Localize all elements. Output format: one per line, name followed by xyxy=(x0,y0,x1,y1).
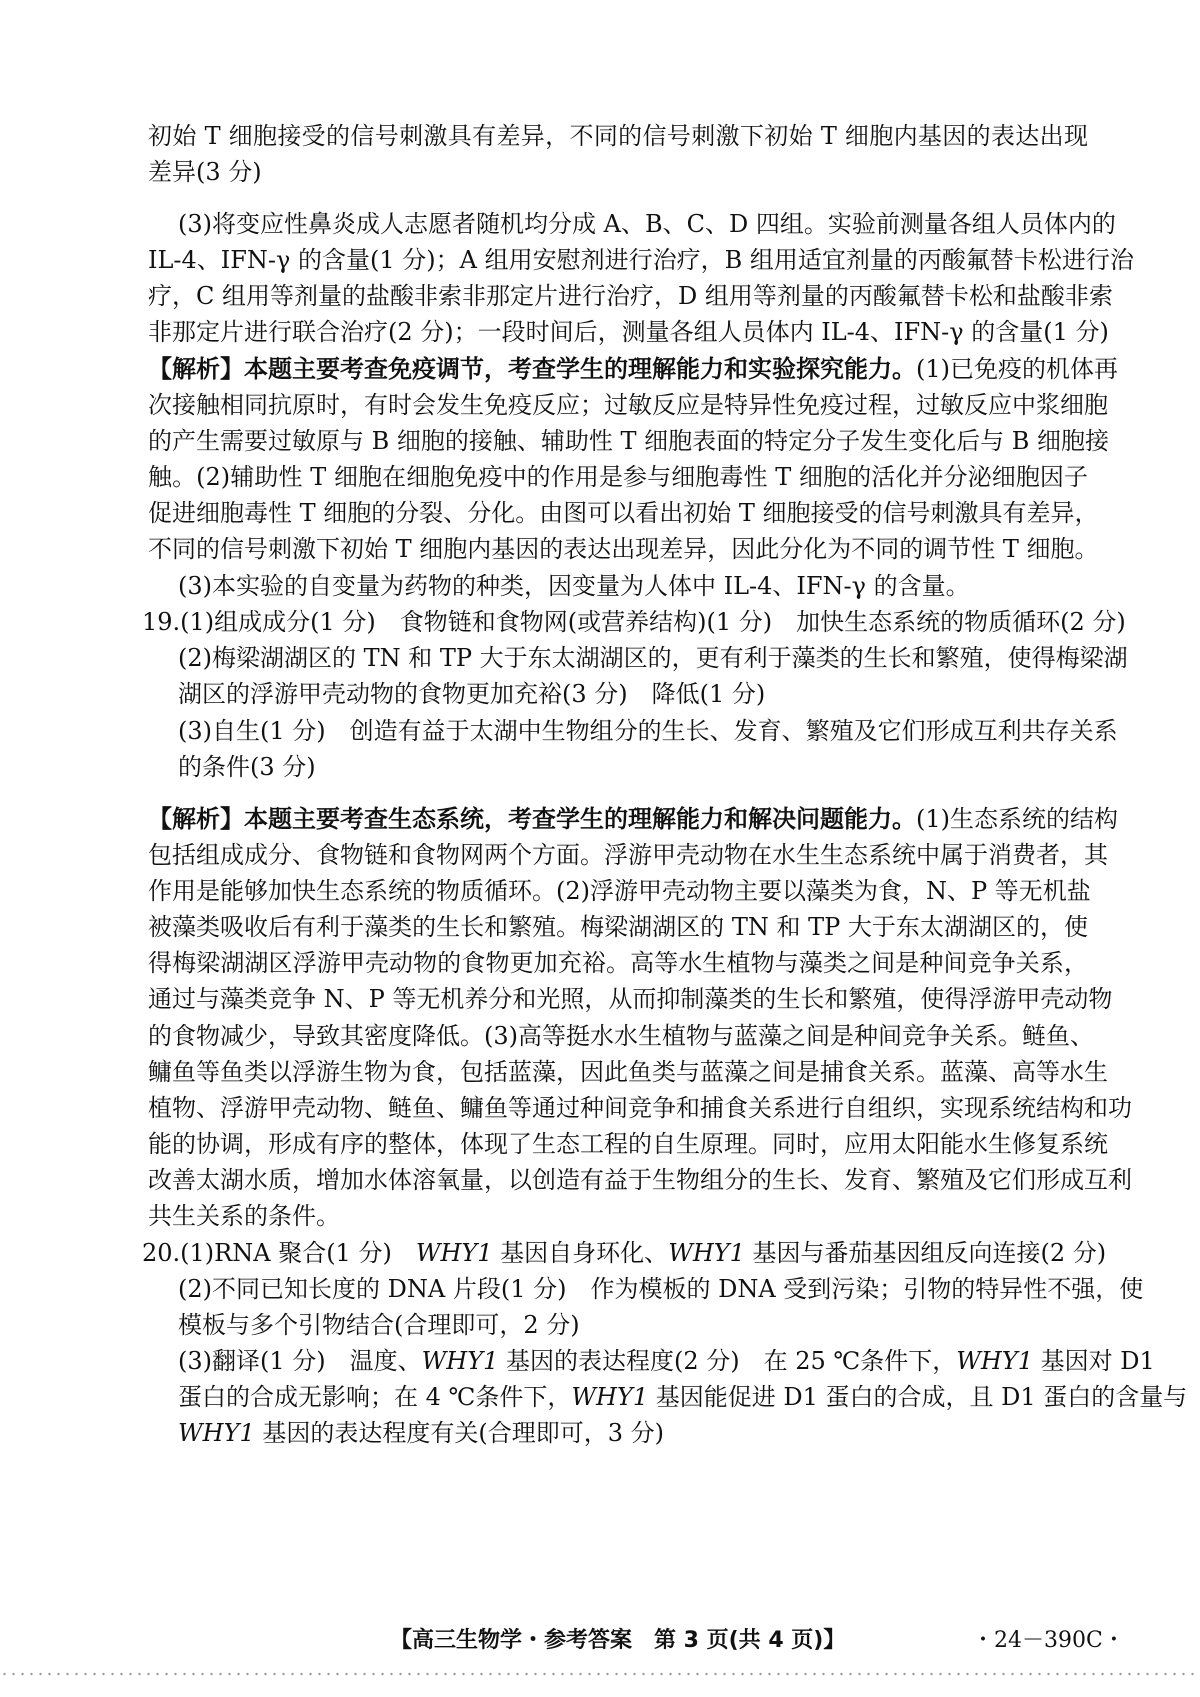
text-line xyxy=(178,206,1116,242)
text-run: 通过与藻类竞争 N、P 等无机养分和光照，从而抑制藻类的生长和繁殖，使得浮游甲壳动物 xyxy=(148,985,1113,1013)
text-run: (1)生态系统的结构 xyxy=(916,805,1118,833)
text-run: 不同的信号刺激下初始 T 细胞内基因的表达出现差异，因此分化为不同的调节性 T 细胞。 xyxy=(148,535,1099,563)
text-run: 初始 T 细胞接受的信号刺激具有差异，不同的信号刺激下初始 T 细胞内基因的表达出现 xyxy=(148,122,1088,150)
text-line xyxy=(178,1379,1188,1415)
text-run: 被藻类吸收后有利于藻类的生长和繁殖。梅梁湖湖区的 TN 和 TP 大于东太湖湖区的，使 xyxy=(148,913,1088,941)
text-run: WHY1 xyxy=(178,1419,255,1447)
text-run: (3)本实验的自变量为药物的种类，因变量为人体中 IL-4、IFN-γ 的含量。 xyxy=(178,572,970,600)
text-line xyxy=(148,909,1088,945)
text-run: 基因与番茄基因组反向连接(2 分) xyxy=(744,1239,1107,1267)
text-line xyxy=(148,118,1088,154)
text-run: 湖区的浮游甲壳动物的食物更加充裕(3 分) 降低(1 分) xyxy=(178,680,766,708)
page-footer xyxy=(0,1624,1200,1658)
text-run: 非那定片进行联合治疗(2 分)；一段时间后，测量各组人员体内 IL-4、IFN-γ 的含量(1 分) xyxy=(148,318,1109,346)
text-line xyxy=(148,278,1113,314)
text-run: 能的协调，形成有序的整体，体现了生态工程的自生原理。同时，应用太阳能水生修复系统 xyxy=(148,1130,1108,1158)
text-line xyxy=(148,154,1088,190)
text-run: 基因自身环化、 xyxy=(492,1239,669,1267)
text-line xyxy=(178,1271,1144,1307)
text-run: 作用是能够加快生态系统的物质循环。(2)浮游甲壳动物主要以藻类为食，N、P 等无机盐 xyxy=(148,877,1091,905)
text-run: 基因对 D1 xyxy=(1032,1347,1155,1375)
text-line xyxy=(178,676,1088,712)
text-run: 植物、浮游甲壳动物、鲢鱼、鳙鱼等通过种间竞争和捕食关系进行自组织，实现系统结构和功 xyxy=(148,1094,1132,1122)
text-run: 促进细胞毒性 T 细胞的分裂、分化。由图可以看出初始 T 细胞接受的信号刺激具有差异， xyxy=(148,499,1099,527)
text-run: WHY1 xyxy=(421,1347,499,1375)
text-run: 的食物减少，导致其密度降低。(3)高等挺水水生植物与蓝藻之间是种间竞争关系。鲢鱼、 xyxy=(148,1022,1094,1050)
text-run: 蛋白的合成无影响；在 4 ℃条件下， xyxy=(178,1383,572,1411)
text-line xyxy=(148,981,1113,1017)
dotted-border xyxy=(0,1670,1200,1678)
text-run: 模板与多个引物结合(合理即可，2 分) xyxy=(178,1311,580,1339)
text-line xyxy=(148,459,1088,495)
text-run: (2)不同已知长度的 DNA 片段(1 分) 作为模板的 DNA 受到污染；引物的特异性不强，使 xyxy=(178,1275,1144,1303)
text-run: 鳙鱼等鱼类以浮游生物为食，包括蓝藻，因此鱼类与蓝藻之间是捕食关系。蓝藻、高等水生 xyxy=(148,1058,1108,1086)
text-run: 得梅梁湖湖区浮游甲壳动物的食物更加充裕。高等水生植物与藻类之间是种间竞争关系， xyxy=(148,949,1088,977)
text-run: (1)已免疫的机体再 xyxy=(916,355,1118,383)
text-run: WHY1 xyxy=(668,1239,745,1267)
text-run: 20.(1)RNA 聚合(1 分) xyxy=(142,1239,416,1267)
text-run: 疗，C 组用等剂量的盐酸非索非那定片进行治疗，D 组用等剂量的丙酸氟替卡松和盐酸非索 xyxy=(148,282,1113,310)
text-line xyxy=(148,945,1088,981)
text-run: 19.(1)组成成分(1 分) 食物链和食物网(或营养结构)(1 分) 加快生态系统的物质循环(2 分) xyxy=(142,608,1126,636)
text-run: 【解析】 xyxy=(148,805,244,833)
text-line xyxy=(178,640,1128,676)
text-line xyxy=(148,1090,1132,1126)
text-run: 的条件(3 分) xyxy=(178,753,316,781)
text-line xyxy=(178,1307,1088,1343)
text-line xyxy=(142,604,1126,640)
text-line xyxy=(178,1415,1088,1451)
text-line xyxy=(148,1054,1108,1090)
text-run: WHY1 xyxy=(571,1383,649,1411)
text-line xyxy=(178,568,1088,604)
text-line xyxy=(148,1198,1088,1234)
text-run: 本题主要考查生态系统，考查学生的理解能力和解决问题能力。 xyxy=(244,805,916,833)
text-line xyxy=(148,423,1110,459)
text-line xyxy=(148,1162,1132,1198)
text-line xyxy=(148,387,1108,423)
text-line xyxy=(178,1343,1155,1379)
text-line xyxy=(142,1235,1107,1271)
text-run: (3)将变应性鼻炎成人志愿者随机均分成 A、B、C、D 四组。实验前测量各组人员体内的 xyxy=(178,210,1116,238)
text-run: WHY1 xyxy=(415,1239,493,1267)
text-run: 的产生需要过敏原与 B 细胞的接触、辅助性 T 细胞表面的特定分子发生变化后与 B 细胞接 xyxy=(148,427,1110,455)
text-run: 【解析】 xyxy=(148,355,244,383)
text-run: 基因的表达程度有关(合理即可，3 分) xyxy=(254,1419,664,1447)
text-run: (3)翻译(1 分) 温度、 xyxy=(178,1347,422,1375)
text-line xyxy=(178,713,1118,749)
text-run: 基因的表达程度(2 分) 在 25 ℃条件下， xyxy=(498,1347,957,1375)
text-line xyxy=(148,351,1118,387)
text-line xyxy=(148,1126,1108,1162)
text-run: (2)梅梁湖湖区的 TN 和 TP 大于东太湖湖区的，更有利于藻类的生长和繁殖，使得梅梁湖 xyxy=(178,644,1128,672)
text-run: 触。(2)辅助性 T 细胞在细胞免疫中的作用是参与细胞毒性 T 细胞的活化并分泌细胞因子 xyxy=(148,463,1088,491)
text-line xyxy=(148,801,1118,837)
text-line xyxy=(148,495,1099,531)
text-line xyxy=(148,242,1134,278)
text-run: WHY1 xyxy=(956,1347,1033,1375)
text-run: IL-4、IFN-γ 的含量(1 分)；A 组用安慰剂进行治疗，B 组用适宜剂量的丙酸氟替卡松进行治 xyxy=(148,246,1134,274)
text-line xyxy=(148,837,1108,873)
text-line xyxy=(148,873,1091,909)
text-run: 次接触相同抗原时，有时会发生免疫反应；过敏反应是特异性免疫过程，过敏反应中浆细胞 xyxy=(148,391,1108,419)
text-line xyxy=(148,531,1099,567)
text-run: 基因能促进 D1 蛋白的合成，且 D1 蛋白的含量与 xyxy=(648,1383,1188,1411)
text-run: 本题主要考查免疫调节，考查学生的理解能力和实验探究能力。 xyxy=(244,355,916,383)
text-run: 改善太湖水质，增加水体溶氧量，以创造有益于生物组分的生长、发育、繁殖及它们形成互利 xyxy=(148,1166,1132,1194)
footer-title: 【高三生物学・参考答案 第 3 页(共 4 页)】 xyxy=(390,1628,846,1653)
text-run: (3)自生(1 分) 创造有益于太湖中生物组分的生长、发育、繁殖及它们形成互利共存关系 xyxy=(178,717,1118,745)
text-line xyxy=(148,314,1109,350)
text-line xyxy=(148,1018,1094,1054)
text-run: 包括组成成分、食物链和食物网两个方面。浮游甲壳动物在水生生态系统中属于消费者，其 xyxy=(148,841,1108,869)
footer-code: ・24－390C・ xyxy=(972,1628,1125,1653)
text-run: 差异(3 分) xyxy=(148,158,262,186)
text-line xyxy=(178,749,1088,785)
text-run: 共生关系的条件。 xyxy=(148,1202,340,1230)
